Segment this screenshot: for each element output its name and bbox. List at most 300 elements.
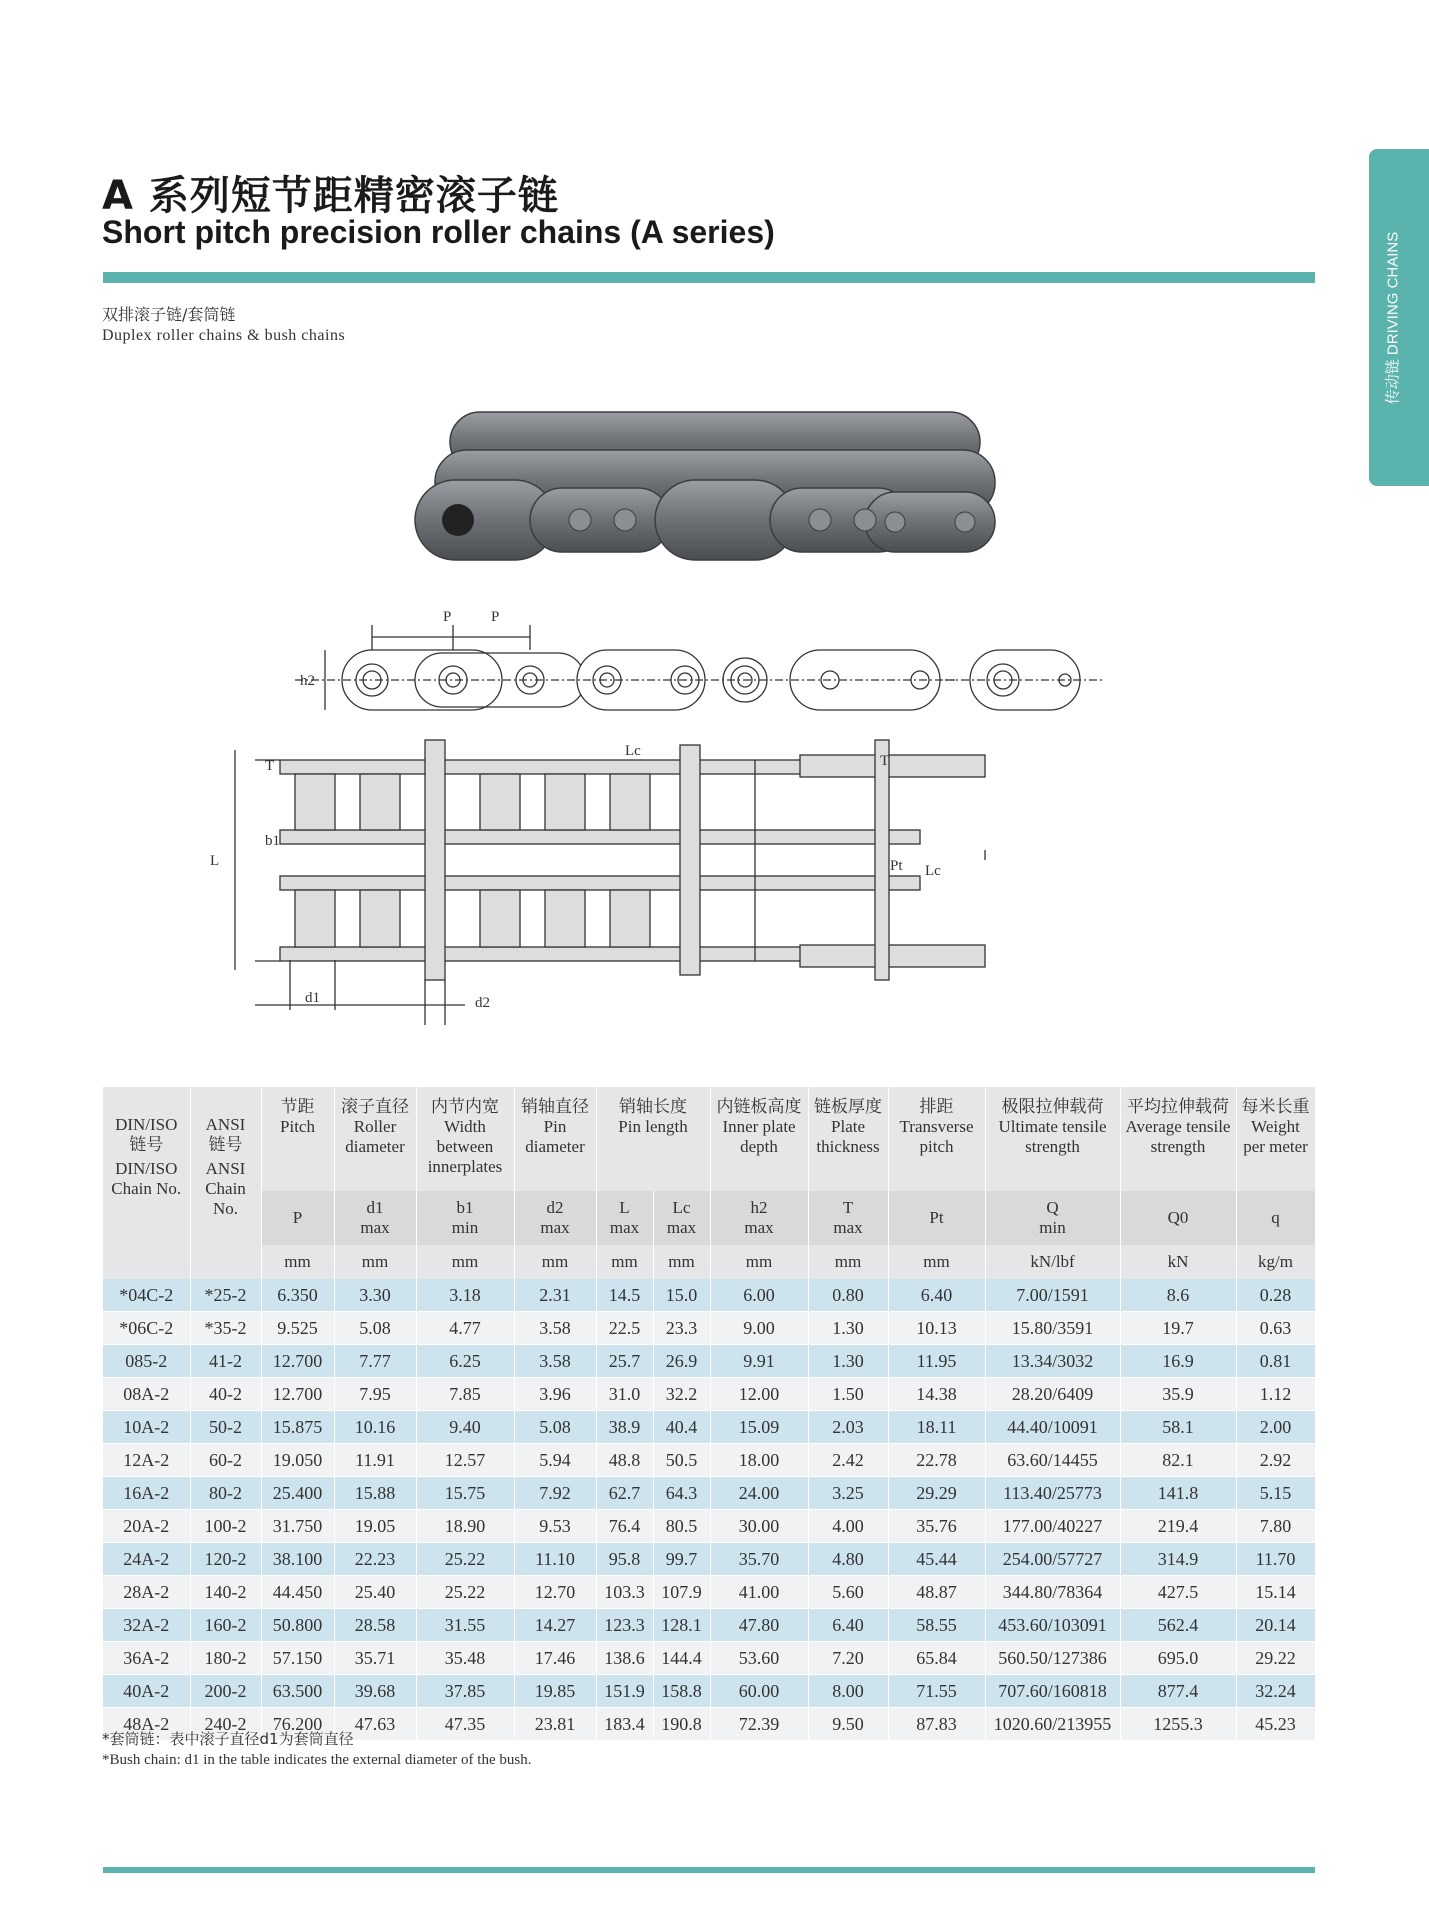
header-col-en: Width between innerplates [427,1117,503,1176]
table-cell: 138.6 [596,1642,653,1675]
table-cell: 5.94 [514,1444,596,1477]
table-cell: 31.0 [596,1378,653,1411]
header-col-symbol [1120,1191,1236,1245]
table-cell: 877.4 [1120,1675,1236,1708]
table-cell: *35-2 [190,1312,261,1345]
table-cell: 40A-2 [103,1675,190,1708]
table-cell: 36A-2 [103,1642,190,1675]
table-cell: 15.875 [261,1411,334,1444]
table-cell: 2.42 [808,1444,888,1477]
table-cell: 085-2 [103,1345,190,1378]
table-cell: 24.00 [710,1477,808,1510]
table-cell: 35.9 [1120,1378,1236,1411]
header-id-col [190,1087,261,1279]
table-cell: 151.9 [596,1675,653,1708]
chain-photo [410,400,1010,580]
table-cell: 80.5 [653,1510,710,1543]
table-cell: 12.700 [261,1345,334,1378]
table-cell: 3.96 [514,1378,596,1411]
subtitle-en: Duplex roller chains & bush chains [102,327,346,344]
table-row [103,1411,1315,1444]
header-col-en: Inner plate depth [722,1117,796,1156]
header-col-label [334,1087,416,1191]
header-id-bottom: DIN/ISO Chain No. [111,1159,182,1198]
header-col-cn: 排距 [919,1097,954,1117]
table-cell: 28A-2 [103,1576,190,1609]
table-cell: 82.1 [1120,1444,1236,1477]
table-cell: 76.200 [261,1708,334,1741]
table-cell: 64.3 [653,1477,710,1510]
limit: max [540,1218,570,1237]
table-row [103,1312,1315,1345]
header-col-cn: 每米长重 [1241,1097,1310,1117]
table-cell: 240-2 [190,1708,261,1741]
header-col-symbol [710,1191,808,1245]
table-row [103,1510,1315,1543]
header-row-labels [103,1087,1315,1191]
table-cell: 63.60/14455 [985,1444,1120,1477]
symbol: h2 [750,1198,768,1217]
label-h2: h2 [300,673,315,689]
table-cell: 10.16 [334,1411,416,1444]
header-id-cn: 链号 [129,1135,164,1155]
table-cell: 7.20 [808,1642,888,1675]
table-cell: 19.85 [514,1675,596,1708]
limit: max [833,1218,863,1237]
table-cell: 35.76 [888,1510,985,1543]
label-b1: b1 [265,833,280,849]
header-col-cn: 平均拉伸载荷 [1127,1097,1230,1117]
table-cell: 344.80/78364 [985,1576,1120,1609]
table-cell: 8.00 [808,1675,888,1708]
table-cell: 22.78 [888,1444,985,1477]
table-cell: 1.30 [808,1345,888,1378]
table-cell: 72.39 [710,1708,808,1741]
table-cell: 31.55 [416,1609,514,1642]
table-cell: 15.88 [334,1477,416,1510]
table-cell: 12.00 [710,1378,808,1411]
table-cell: 18.90 [416,1510,514,1543]
table-cell: 11.95 [888,1345,985,1378]
table-cell: 41.00 [710,1576,808,1609]
table-cell: 123.3 [596,1609,653,1642]
chain-dimension-drawing [210,595,1135,1025]
table-cell: *04C-2 [103,1279,190,1312]
header-id-top: ANSI [205,1115,246,1134]
table-cell: 9.91 [710,1345,808,1378]
limit: max [360,1218,390,1237]
title-divider [103,272,1315,283]
table-cell: 18.11 [888,1411,985,1444]
table-cell: 10.13 [888,1312,985,1345]
table-cell: 9.525 [261,1312,334,1345]
table-cell: 0.63 [1236,1312,1315,1345]
header-id-bottom: ANSI Chain No. [205,1159,246,1218]
table-cell: 95.8 [596,1543,653,1576]
table-cell: 41-2 [190,1345,261,1378]
table-cell: 48A-2 [103,1708,190,1741]
table-cell: 29.22 [1236,1642,1315,1675]
table-cell: 7.77 [334,1345,416,1378]
table-cell: 18.00 [710,1444,808,1477]
table-cell: 3.30 [334,1279,416,1312]
table-cell: 32A-2 [103,1609,190,1642]
header-col-cn: 滚子直径 [341,1097,409,1117]
header-col-cn: 内节内宽 [431,1097,499,1117]
header-col-unit: kN/lbf [985,1245,1120,1279]
header-col-cn: 极限拉伸载荷 [1001,1097,1104,1117]
table-cell: 15.14 [1236,1576,1315,1609]
table-cell: 32.2 [653,1378,710,1411]
label-lc-right: Lc [925,863,941,879]
table-cell: 16A-2 [103,1477,190,1510]
symbol: b1 [456,1198,474,1217]
page-title-en: Short pitch precision roller chains (A series) [102,214,775,250]
table-cell: 39.68 [334,1675,416,1708]
table-cell: 177.00/40227 [985,1510,1120,1543]
table-cell: 10A-2 [103,1411,190,1444]
footnote-en: *Bush chain: d1 in the table indicates the external diameter of the bush. [102,1752,532,1768]
table-cell: 190.8 [653,1708,710,1741]
header-col-unit: mm [416,1245,514,1279]
table-cell: 120-2 [190,1543,261,1576]
table-cell: 62.7 [596,1477,653,1510]
table-cell: 1.50 [808,1378,888,1411]
table-cell: 5.08 [514,1411,596,1444]
header-col-label [710,1087,808,1191]
header-col-unit: mm [261,1245,334,1279]
symbol: Q0 [1167,1208,1189,1227]
table-row [103,1642,1315,1675]
header-row-units [103,1245,1315,1279]
table-cell: 5.15 [1236,1477,1315,1510]
table-cell: 31.750 [261,1510,334,1543]
limit: max [609,1218,640,1237]
table-cell: 17.46 [514,1642,596,1675]
table-cell: 22.23 [334,1543,416,1576]
table-cell: 9.40 [416,1411,514,1444]
table-cell: 16.9 [1120,1345,1236,1378]
table-cell: 19.05 [334,1510,416,1543]
section-tab [1369,149,1429,486]
symbol: L [619,1198,630,1217]
header-row-symbols [103,1191,1315,1245]
table-cell: 58.55 [888,1609,985,1642]
table-cell: 44.40/10091 [985,1411,1120,1444]
table-cell: 40.4 [653,1411,710,1444]
table-cell: 9.53 [514,1510,596,1543]
header-col-en: Pitch [280,1117,315,1136]
table-cell: 0.81 [1236,1345,1315,1378]
table-row [103,1378,1315,1411]
table-cell: 707.60/160818 [985,1675,1120,1708]
label-t: T [265,758,275,774]
table-cell: 45.23 [1236,1708,1315,1741]
table-cell: 23.3 [653,1312,710,1345]
table-cell: 35.70 [710,1543,808,1576]
header-col-symbol [334,1191,416,1245]
header-col-en: Pin diameter [525,1117,585,1156]
table-cell: 35.71 [334,1642,416,1675]
table-cell: 695.0 [1120,1642,1236,1675]
table-cell: 3.25 [808,1477,888,1510]
table-cell: 7.00/1591 [985,1279,1120,1312]
chain-spec-table [103,1087,1316,1741]
table-cell: 14.5 [596,1279,653,1312]
header-col-symbol [888,1191,985,1245]
table-cell: 4.00 [808,1510,888,1543]
table-cell: 183.4 [596,1708,653,1741]
page-title-cn: A 系列短节距精密滚子链 [102,173,559,219]
table-cell: 3.58 [514,1312,596,1345]
symbol: d2 [546,1198,564,1217]
table-cell: 87.83 [888,1708,985,1741]
table-cell: 22.5 [596,1312,653,1345]
table-cell: 47.63 [334,1708,416,1741]
table-row [103,1444,1315,1477]
header-id-top: DIN/ISO [115,1115,178,1134]
table-cell: 47.35 [416,1708,514,1741]
table-cell: 50.5 [653,1444,710,1477]
header-col-label [514,1087,596,1191]
table-cell: 14.38 [888,1378,985,1411]
table-cell: 25.7 [596,1345,653,1378]
table-row [103,1543,1315,1576]
label-lc-top: Lc [625,743,641,759]
header-col-label [985,1087,1120,1191]
table-cell: 26.9 [653,1345,710,1378]
table-cell: 99.7 [653,1543,710,1576]
label-l: L [210,853,220,869]
table-cell: 7.92 [514,1477,596,1510]
header-col-label [416,1087,514,1191]
table-cell: 144.4 [653,1642,710,1675]
table-cell: 60-2 [190,1444,261,1477]
table-cell: 2.00 [1236,1411,1315,1444]
header-col-cn: 销轴长度 [619,1097,687,1117]
table-cell: 25.22 [416,1543,514,1576]
table-cell: 15.75 [416,1477,514,1510]
table-cell: 40-2 [190,1378,261,1411]
bottom-divider [103,1867,1315,1873]
subtitle-cn: 双排滚子链/套筒链 [102,305,236,324]
table-cell: 2.31 [514,1279,596,1312]
header-col-label [261,1087,334,1191]
header-col-en: Average tensile strength [1125,1117,1231,1156]
table-cell: 76.4 [596,1510,653,1543]
table-cell: 6.25 [416,1345,514,1378]
table-cell: 37.85 [416,1675,514,1708]
limit: min [451,1218,479,1237]
table-cell: 180-2 [190,1642,261,1675]
header-col-cn: 销轴直径 [521,1097,589,1117]
table-cell: 28.58 [334,1609,416,1642]
header-col-symbol [514,1191,596,1245]
header-col-symbol [596,1191,653,1245]
table-cell: 25.400 [261,1477,334,1510]
header-col-en: Transverse pitch [899,1117,974,1156]
table-cell: 3.58 [514,1345,596,1378]
table-cell: 15.80/3591 [985,1312,1120,1345]
table-cell: 1020.60/213955 [985,1708,1120,1741]
table-cell: 1255.3 [1120,1708,1236,1741]
table-cell: 4.77 [416,1312,514,1345]
header-col-cn: 链板厚度 [814,1097,883,1117]
table-cell: 30.00 [710,1510,808,1543]
table-cell: 6.40 [888,1279,985,1312]
table-cell: 50-2 [190,1411,261,1444]
table-cell: 12.700 [261,1378,334,1411]
table-cell: 100-2 [190,1510,261,1543]
table-row [103,1576,1315,1609]
header-col-unit: mm [808,1245,888,1279]
table-cell: 453.60/103091 [985,1609,1120,1642]
table-cell: 20A-2 [103,1510,190,1543]
table-cell: 254.00/57727 [985,1543,1120,1576]
table-cell: 19.7 [1120,1312,1236,1345]
table-cell: 1.12 [1236,1378,1315,1411]
table-cell: 7.95 [334,1378,416,1411]
label-d2: d2 [475,995,490,1011]
table-cell: 562.4 [1120,1609,1236,1642]
table-cell: 65.84 [888,1642,985,1675]
table-cell: 0.80 [808,1279,888,1312]
symbol: q [1271,1208,1280,1227]
header-col-label [808,1087,888,1191]
header-id-col [103,1087,190,1279]
table-cell: 113.40/25773 [985,1477,1120,1510]
header-col-symbol [1236,1191,1315,1245]
table-cell: 15.09 [710,1411,808,1444]
header-col-unit: mm [888,1245,985,1279]
table-cell: 44.450 [261,1576,334,1609]
header-col-symbol [808,1191,888,1245]
header-col-en: Ultimate tensile strength [998,1117,1107,1156]
table-cell: 107.9 [653,1576,710,1609]
header-col-label [1236,1087,1315,1191]
symbol: Q [1046,1198,1059,1217]
table-cell: 53.60 [710,1642,808,1675]
table-cell: 219.4 [1120,1510,1236,1543]
symbol: Pt [929,1208,944,1227]
header-col-en: Weight per meter [1243,1117,1308,1156]
table-row [103,1675,1315,1708]
label-pt: Pt [890,858,903,874]
table-cell: 200-2 [190,1675,261,1708]
table-cell: 20.14 [1236,1609,1315,1642]
limit: max [744,1218,774,1237]
header-col-cn: 内链板高度 [716,1097,802,1117]
table-cell: 48.8 [596,1444,653,1477]
table-row [103,1279,1315,1312]
table-cell: 7.80 [1236,1510,1315,1543]
table-cell: 15.0 [653,1279,710,1312]
table-cell: 11.10 [514,1543,596,1576]
table-cell: 1.30 [808,1312,888,1345]
table-cell: 57.150 [261,1642,334,1675]
header-col-label [888,1087,985,1191]
table-cell: 58.1 [1120,1411,1236,1444]
table-cell: 12.70 [514,1576,596,1609]
header-col-unit: mm [653,1245,710,1279]
header-col-symbol [653,1191,710,1245]
table-cell: 6.00 [710,1279,808,1312]
table-cell: 80-2 [190,1477,261,1510]
table-cell: 11.70 [1236,1543,1315,1576]
table-cell: 25.40 [334,1576,416,1609]
header-col-unit: kg/m [1236,1245,1315,1279]
limit: min [1039,1218,1066,1237]
table-cell: 38.9 [596,1411,653,1444]
table-cell: 24A-2 [103,1543,190,1576]
table-cell: 48.87 [888,1576,985,1609]
table-cell: 3.18 [416,1279,514,1312]
table-cell: 7.85 [416,1378,514,1411]
header-col-en: Roller diameter [345,1117,405,1156]
table-row [103,1345,1315,1378]
label-d1: d1 [305,990,320,1006]
limit: max [666,1218,697,1237]
table-cell: 6.350 [261,1279,334,1312]
section-tab-label: 传动链 DRIVING CHAINS [1384,231,1402,404]
header-col-unit: mm [514,1245,596,1279]
header-col-symbol [416,1191,514,1245]
table-cell: 160-2 [190,1609,261,1642]
table-cell: 19.050 [261,1444,334,1477]
footnote-cn: *套筒链：表中滚子直径d1为套筒直径 [102,1730,354,1748]
label-t-right: T [880,753,890,769]
header-col-en: Plate thickness [816,1117,880,1156]
symbol: Lc [672,1198,691,1217]
table-cell: *06C-2 [103,1312,190,1345]
table-cell: 28.20/6409 [985,1378,1120,1411]
table-cell: 71.55 [888,1675,985,1708]
table-cell: 63.500 [261,1675,334,1708]
table-cell: *25-2 [190,1279,261,1312]
header-col-unit: mm [334,1245,416,1279]
table-cell: 141.8 [1120,1477,1236,1510]
table-cell: 427.5 [1120,1576,1236,1609]
header-col-en: Pin length [618,1117,688,1136]
header-col-symbol [985,1191,1120,1245]
table-cell: 9.50 [808,1708,888,1741]
symbol: T [842,1198,854,1217]
symbol: d1 [366,1198,384,1217]
table-cell: 45.44 [888,1543,985,1576]
table-cell: 13.34/3032 [985,1345,1120,1378]
table-cell: 128.1 [653,1609,710,1642]
table-cell: 2.03 [808,1411,888,1444]
table-cell: 6.40 [808,1609,888,1642]
table-row [103,1477,1315,1510]
header-col-unit: kN [1120,1245,1236,1279]
table-cell: 2.92 [1236,1444,1315,1477]
table-cell: 140-2 [190,1576,261,1609]
table-cell: 60.00 [710,1675,808,1708]
table-cell: 12.57 [416,1444,514,1477]
header-col-unit: mm [596,1245,653,1279]
table-cell: 32.24 [1236,1675,1315,1708]
table-cell: 8.6 [1120,1279,1236,1312]
table-cell: 14.27 [514,1609,596,1642]
table-cell: 4.80 [808,1543,888,1576]
table-cell: 9.00 [710,1312,808,1345]
table-cell: 158.8 [653,1675,710,1708]
table-cell: 29.29 [888,1477,985,1510]
table-cell: 0.28 [1236,1279,1315,1312]
table-cell: 5.08 [334,1312,416,1345]
header-col-unit: mm [710,1245,808,1279]
